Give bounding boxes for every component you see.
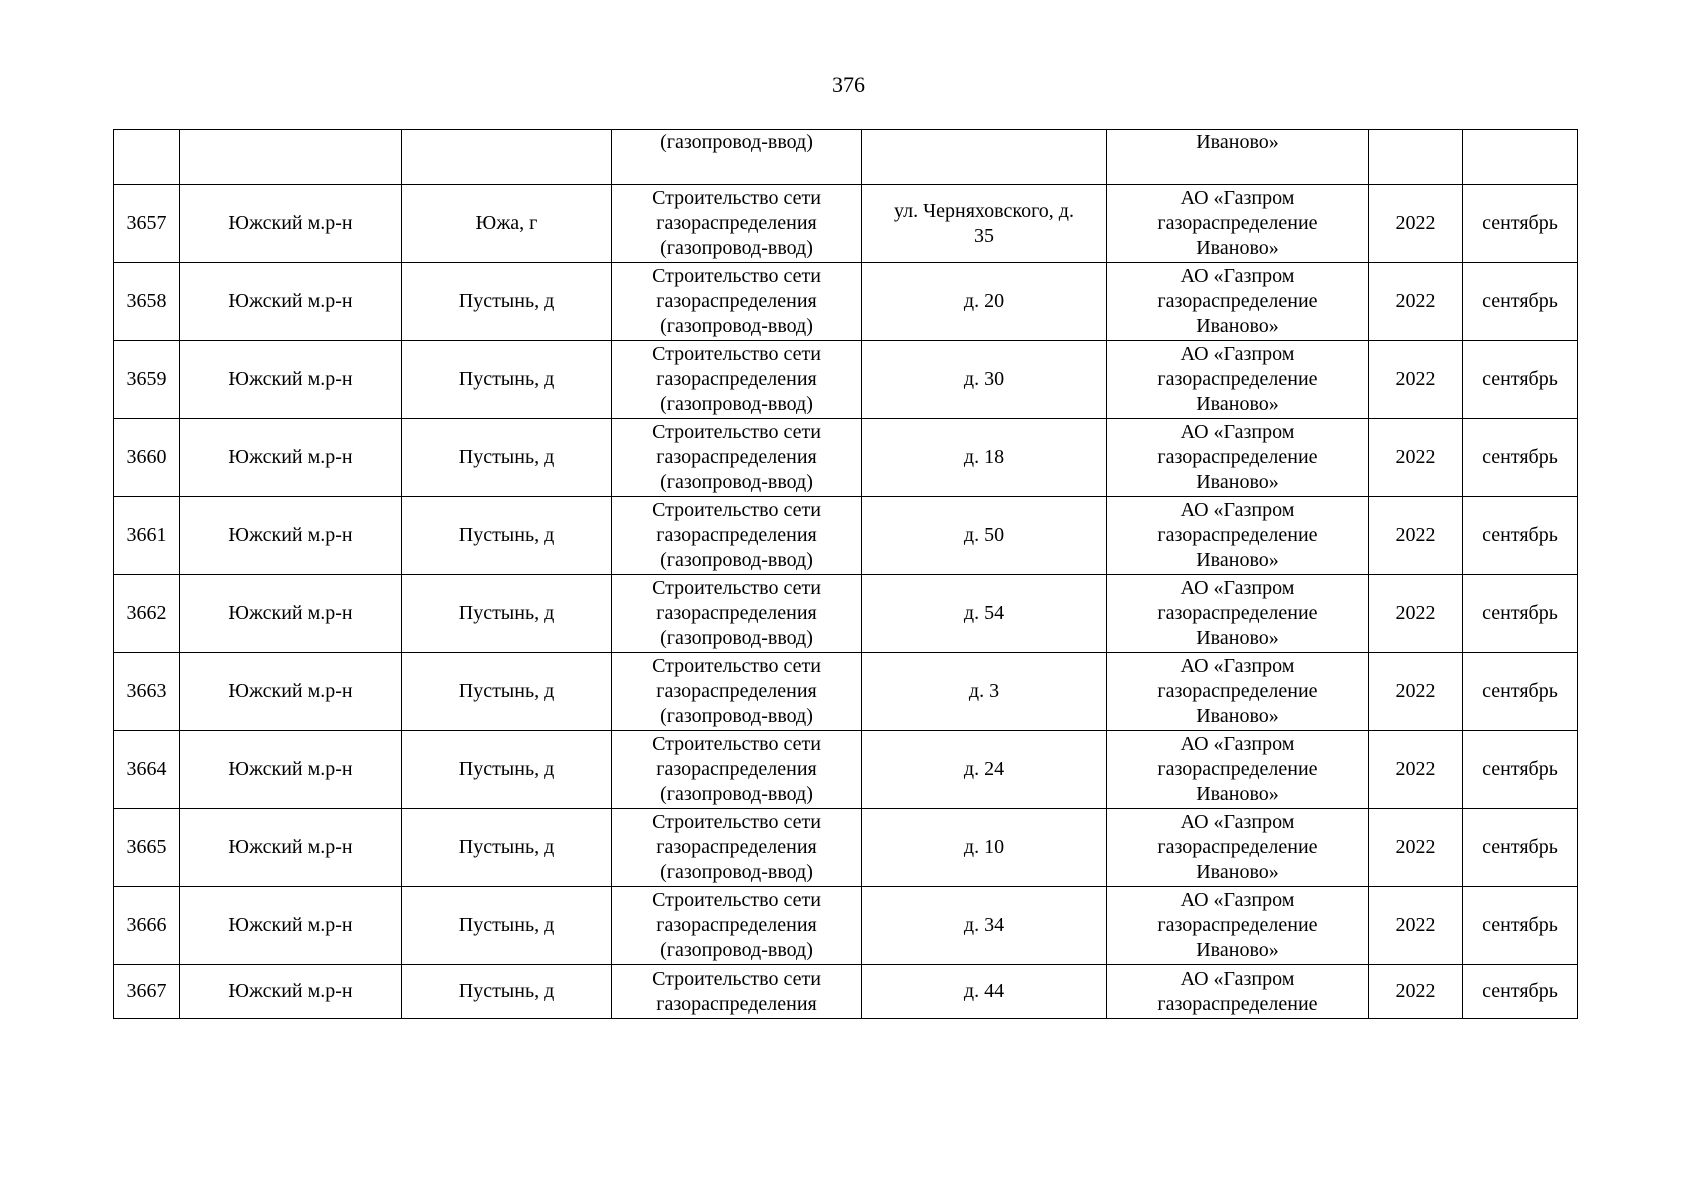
cell-work: Строительство сети газораспределения (газопровод-ввод) bbox=[612, 185, 862, 263]
cell-num: 3658 bbox=[114, 263, 180, 341]
cell-locality: Пустынь, д bbox=[402, 809, 612, 887]
cell-year: 2022 bbox=[1369, 731, 1463, 809]
cell-address: д. 24 bbox=[862, 731, 1107, 809]
cell-work: Строительство сети газораспределения (газопровод-ввод) bbox=[612, 887, 862, 965]
cell-operator: АО «Газпром газораспределение Иваново» bbox=[1107, 263, 1369, 341]
table-row bbox=[114, 653, 1578, 731]
cell-operator: АО «Газпром газораспределение Иваново» bbox=[1107, 341, 1369, 419]
cell-year bbox=[1369, 130, 1463, 185]
cell-year: 2022 bbox=[1369, 341, 1463, 419]
table-row bbox=[114, 809, 1578, 887]
cell-month: сентябрь bbox=[1463, 419, 1578, 497]
cell-locality: Южа, г bbox=[402, 185, 612, 263]
cell-locality: Пустынь, д bbox=[402, 731, 612, 809]
cell-district: Южский м.р-н bbox=[180, 653, 402, 731]
cell-locality: Пустынь, д bbox=[402, 341, 612, 419]
table-body bbox=[114, 130, 1578, 1019]
cell-work: (газопровод-ввод) bbox=[612, 130, 862, 185]
cell-district: Южский м.р-н bbox=[180, 263, 402, 341]
page-number: 376 bbox=[832, 72, 865, 97]
cell-address: д. 50 bbox=[862, 497, 1107, 575]
cell-year: 2022 bbox=[1369, 653, 1463, 731]
cell-locality: Пустынь, д bbox=[402, 575, 612, 653]
cell-address: д. 3 bbox=[862, 653, 1107, 731]
cell-address: д. 18 bbox=[862, 419, 1107, 497]
cell-address: д. 30 bbox=[862, 341, 1107, 419]
cell-num: 3663 bbox=[114, 653, 180, 731]
cell-year: 2022 bbox=[1369, 185, 1463, 263]
cell-num: 3666 bbox=[114, 887, 180, 965]
cell-month: сентябрь bbox=[1463, 497, 1578, 575]
cell-work: Строительство сети газораспределения (газопровод-ввод) bbox=[612, 731, 862, 809]
cell-month: сентябрь bbox=[1463, 887, 1578, 965]
cell-num bbox=[114, 130, 180, 185]
cell-locality: Пустынь, д bbox=[402, 965, 612, 1019]
cell-month: сентябрь bbox=[1463, 731, 1578, 809]
cell-operator: АО «Газпром газораспределение Иваново» bbox=[1107, 731, 1369, 809]
cell-month: сентябрь bbox=[1463, 185, 1578, 263]
cell-operator: АО «Газпром газораспределение Иваново» bbox=[1107, 575, 1369, 653]
cell-month: сентябрь bbox=[1463, 653, 1578, 731]
cell-num: 3665 bbox=[114, 809, 180, 887]
cell-num: 3660 bbox=[114, 419, 180, 497]
cell-district: Южский м.р-н bbox=[180, 575, 402, 653]
cell-year: 2022 bbox=[1369, 263, 1463, 341]
cell-operator: Иваново» bbox=[1107, 130, 1369, 185]
cell-num: 3661 bbox=[114, 497, 180, 575]
cell-operator: АО «Газпром газораспределение Иваново» bbox=[1107, 653, 1369, 731]
cell-district: Южский м.р-н bbox=[180, 185, 402, 263]
cell-num: 3657 bbox=[114, 185, 180, 263]
table-row bbox=[114, 731, 1578, 809]
continuation-row bbox=[114, 130, 1578, 185]
table-row bbox=[114, 263, 1578, 341]
table-row bbox=[114, 887, 1578, 965]
cell-address bbox=[862, 130, 1107, 185]
cell-year: 2022 bbox=[1369, 419, 1463, 497]
cell-address: д. 10 bbox=[862, 809, 1107, 887]
cell-month bbox=[1463, 130, 1578, 185]
cell-locality: Пустынь, д bbox=[402, 419, 612, 497]
cell-num: 3662 bbox=[114, 575, 180, 653]
schedule-table bbox=[113, 129, 1578, 1019]
cell-month: сентябрь bbox=[1463, 341, 1578, 419]
cell-district: Южский м.р-н bbox=[180, 965, 402, 1019]
cell-district bbox=[180, 130, 402, 185]
cell-district: Южский м.р-н bbox=[180, 497, 402, 575]
cell-month: сентябрь bbox=[1463, 809, 1578, 887]
cell-district: Южский м.р-н bbox=[180, 341, 402, 419]
cell-district: Южский м.р-н bbox=[180, 809, 402, 887]
cell-operator: АО «Газпром газораспределение Иваново» bbox=[1107, 419, 1369, 497]
cell-work: Строительство сети газораспределения bbox=[612, 965, 862, 1019]
cell-locality: Пустынь, д bbox=[402, 497, 612, 575]
cell-address: д. 34 bbox=[862, 887, 1107, 965]
cell-num: 3664 bbox=[114, 731, 180, 809]
cell-year: 2022 bbox=[1369, 497, 1463, 575]
cell-num: 3667 bbox=[114, 965, 180, 1019]
table-row bbox=[114, 575, 1578, 653]
cell-work: Строительство сети газораспределения (газопровод-ввод) bbox=[612, 575, 862, 653]
cell-operator: АО «Газпром газораспределение Иваново» bbox=[1107, 887, 1369, 965]
cell-locality: Пустынь, д bbox=[402, 653, 612, 731]
cell-address: д. 44 bbox=[862, 965, 1107, 1019]
table-row bbox=[114, 419, 1578, 497]
cell-year: 2022 bbox=[1369, 965, 1463, 1019]
cell-address: ул. Черняховского, д. 35 bbox=[862, 185, 1107, 263]
cell-locality: Пустынь, д bbox=[402, 263, 612, 341]
cell-locality: Пустынь, д bbox=[402, 887, 612, 965]
cell-work: Строительство сети газораспределения (газопровод-ввод) bbox=[612, 263, 862, 341]
table-row bbox=[114, 185, 1578, 263]
cell-district: Южский м.р-н bbox=[180, 731, 402, 809]
cell-locality bbox=[402, 130, 612, 185]
cell-year: 2022 bbox=[1369, 887, 1463, 965]
cell-operator: АО «Газпром газораспределение Иваново» bbox=[1107, 497, 1369, 575]
cell-operator: АО «Газпром газораспределение Иваново» bbox=[1107, 185, 1369, 263]
cell-work: Строительство сети газораспределения (газопровод-ввод) bbox=[612, 341, 862, 419]
cell-month: сентябрь bbox=[1463, 965, 1578, 1019]
cell-operator: АО «Газпром газораспределение bbox=[1107, 965, 1369, 1019]
cell-num: 3659 bbox=[114, 341, 180, 419]
table-row bbox=[114, 497, 1578, 575]
table-row bbox=[114, 341, 1578, 419]
cell-year: 2022 bbox=[1369, 575, 1463, 653]
cell-work: Строительство сети газораспределения (газопровод-ввод) bbox=[612, 653, 862, 731]
cell-district: Южский м.р-н bbox=[180, 887, 402, 965]
cell-work: Строительство сети газораспределения (газопровод-ввод) bbox=[612, 419, 862, 497]
cell-address: д. 54 bbox=[862, 575, 1107, 653]
table-row bbox=[114, 965, 1578, 1019]
cell-district: Южский м.р-н bbox=[180, 419, 402, 497]
cell-month: сентябрь bbox=[1463, 575, 1578, 653]
cell-work: Строительство сети газораспределения (газопровод-ввод) bbox=[612, 809, 862, 887]
cell-year: 2022 bbox=[1369, 809, 1463, 887]
cell-operator: АО «Газпром газораспределение Иваново» bbox=[1107, 809, 1369, 887]
cell-month: сентябрь bbox=[1463, 263, 1578, 341]
cell-work: Строительство сети газораспределения (газопровод-ввод) bbox=[612, 497, 862, 575]
cell-address: д. 20 bbox=[862, 263, 1107, 341]
